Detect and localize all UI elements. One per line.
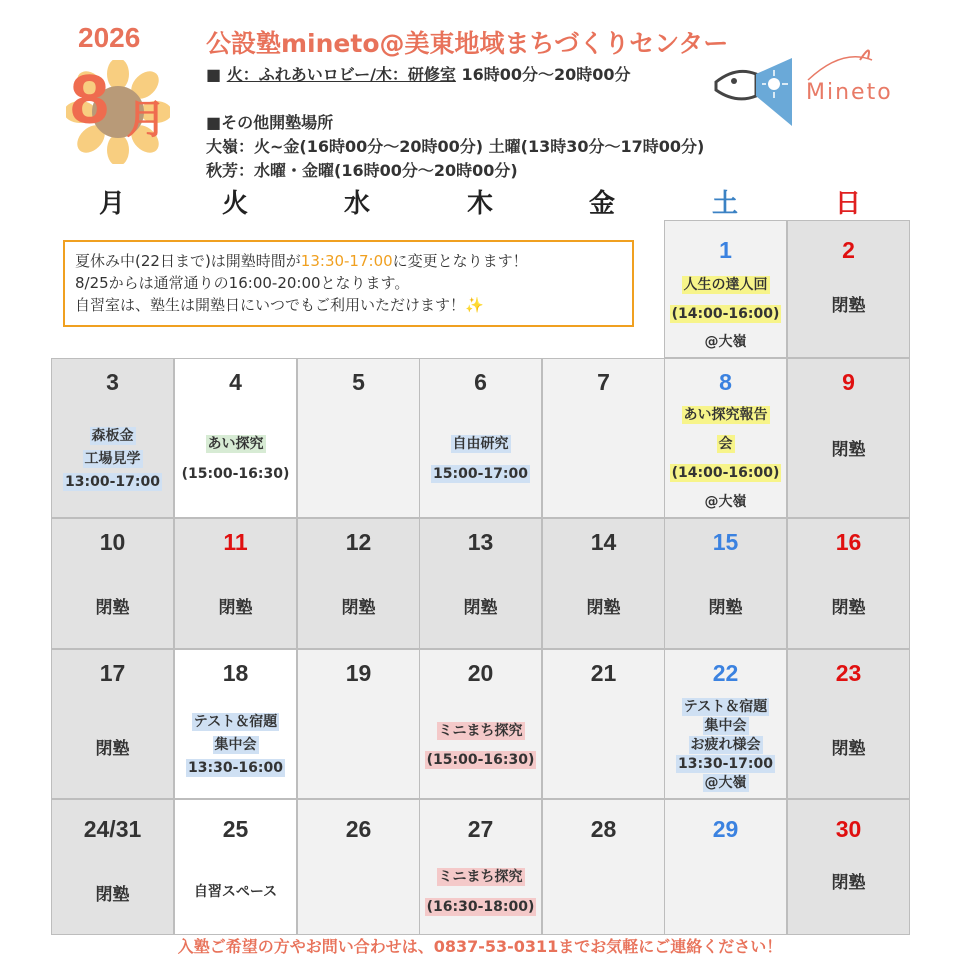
notice-box <box>63 240 634 327</box>
day-cell-30 <box>787 799 910 935</box>
main-locations: 火：ふれあいロビー/木：研修室 <box>226 65 456 84</box>
event-title: テスト＆宿題 <box>683 699 768 715</box>
closed-label: 閉塾 <box>341 598 376 618</box>
event-location: @大嶺 <box>704 775 747 791</box>
event-title: ミニまち探究 <box>438 723 523 739</box>
day-cell-6 <box>419 358 542 518</box>
event-title: 人生の達人回 <box>683 277 768 293</box>
event-subtitle: 集中会 <box>214 737 257 753</box>
closed-label: 閉塾 <box>95 739 130 759</box>
day-cell-21 <box>542 649 665 799</box>
closed-label: 閉塾 <box>831 296 866 316</box>
day-cell-20 <box>419 649 542 799</box>
day-cell-3 <box>51 358 174 518</box>
page-title: 公設塾mineto@美東地域まちづくりセンター <box>206 29 729 58</box>
month-suffix: 月 <box>126 97 166 143</box>
closed-label: 閉塾 <box>218 598 253 618</box>
closed-label: 閉塾 <box>831 739 866 759</box>
day-cell-14 <box>542 518 665 649</box>
day-cell-28 <box>542 799 665 935</box>
day-number: 20 <box>467 660 494 686</box>
day-number: 9 <box>842 369 855 395</box>
logo-text: Mineto <box>806 80 893 105</box>
event-time: 13:00-17:00 <box>65 474 160 490</box>
day-cell-24-31 <box>51 799 174 935</box>
weekday-tue: 火 <box>221 189 248 219</box>
event-subtitle: 集中会 <box>704 718 747 734</box>
year: 2026 <box>78 22 141 53</box>
other-location-omine: 大嶺：火~金(16時00分～20時00分) 土曜(13時30分～17時00分) <box>206 137 705 156</box>
day-cell-11 <box>174 518 297 649</box>
day-cell-15 <box>664 518 787 649</box>
day-number: 6 <box>474 369 487 395</box>
day-number: 1 <box>719 237 732 263</box>
event-title: 自由研究 <box>452 436 509 452</box>
event-time: (16:30-18:00) <box>426 899 535 915</box>
weekday-thu: 木 <box>466 189 493 219</box>
day-number: 4 <box>229 369 242 395</box>
day-number: 2 <box>842 237 855 263</box>
day-number: 27 <box>467 816 494 842</box>
contact-footer: 入塾ご希望の方やお問い合わせは、0837-53-0311までお気軽にご連絡ください！ <box>177 937 783 956</box>
weekday-sun: 日 <box>834 189 861 219</box>
day-cell-8 <box>664 358 787 518</box>
day-number: 17 <box>99 660 126 686</box>
day-number: 22 <box>712 660 739 686</box>
day-cell-5 <box>297 358 420 518</box>
weekday-fri: 金 <box>588 189 615 219</box>
event-time: 13:30-16:00 <box>188 760 283 776</box>
day-cell-22 <box>664 649 787 799</box>
event-location: @大嶺 <box>704 334 747 350</box>
day-cell-10 <box>51 518 174 649</box>
event-time: 15:00-17:00 <box>433 466 528 482</box>
event-time: (15:00-16:30) <box>181 466 290 482</box>
event-title: 自習スペース <box>193 884 278 900</box>
closed-label: 閉塾 <box>95 885 130 905</box>
notice-line1-c: に変更となります！ <box>392 252 528 270</box>
event-title: あい探究 <box>207 436 264 452</box>
main-hours: 16時00分～20時00分 <box>455 65 631 84</box>
event-time: 13:30-17:00 <box>678 756 773 772</box>
day-number: 29 <box>712 816 739 842</box>
day-cell-2 <box>787 220 910 358</box>
day-cell-27 <box>419 799 542 935</box>
day-number: 21 <box>590 660 617 686</box>
day-number: 5 <box>352 369 365 395</box>
notice-line1-a: 夏休み中(22日まで)は開塾時間が <box>75 252 301 270</box>
event-subtitle-2: お疲れ様会 <box>690 737 761 753</box>
day-cell-23 <box>787 649 910 799</box>
event-title: ミニまち探究 <box>438 869 523 885</box>
day-number: 8 <box>719 369 732 395</box>
day-number: 10 <box>99 529 126 555</box>
event-time: (15:00-16:30) <box>426 752 535 768</box>
weekday-sat: 土 <box>711 189 738 219</box>
event-title: 森板金 <box>91 428 134 444</box>
main-schedule-line <box>206 62 631 85</box>
day-number: 19 <box>345 660 372 686</box>
closed-label: 閉塾 <box>95 598 130 618</box>
event-subtitle: 工場見学 <box>84 451 141 467</box>
day-number: 26 <box>345 816 372 842</box>
event-title: テスト＆宿題 <box>193 714 278 730</box>
closed-label: 閉塾 <box>708 598 743 618</box>
day-number: 18 <box>222 660 249 686</box>
day-cell-18 <box>174 649 297 799</box>
closed-label: 閉塾 <box>463 598 498 618</box>
other-location-shuho: 秋芳：水曜・金曜(16時00分～20時00分) <box>206 161 518 180</box>
day-number: 13 <box>467 529 494 555</box>
weekday-mon: 月 <box>98 189 125 219</box>
day-cell-12 <box>297 518 420 649</box>
notice-line2: 8/25からは通常通りの16:00-20:00となります。 <box>75 274 410 292</box>
event-time: (14:00-16:00) <box>671 306 780 322</box>
day-cell-25 <box>174 799 297 935</box>
day-number: 12 <box>345 529 372 555</box>
month-number: 8 <box>70 60 109 138</box>
day-number: 15 <box>712 529 739 555</box>
notice-line3: 自習室は、塾生は開塾日にいつでもご利用いただけます！✨ <box>75 296 484 314</box>
day-number: 25 <box>222 816 249 842</box>
event-location: @大嶺 <box>704 494 747 510</box>
day-number: 7 <box>597 369 610 395</box>
day-cell-1 <box>664 220 787 358</box>
day-cell-4 <box>174 358 297 518</box>
day-number: 14 <box>590 529 617 555</box>
day-cell-7 <box>542 358 665 518</box>
day-cell-26 <box>297 799 420 935</box>
day-cell-29 <box>664 799 787 935</box>
day-cell-9 <box>787 358 910 518</box>
closed-label: 閉塾 <box>831 440 866 460</box>
day-number: 30 <box>835 816 862 842</box>
closed-label: 閉塾 <box>586 598 621 618</box>
day-cell-13 <box>419 518 542 649</box>
event-title-cont: 会 <box>718 436 733 452</box>
day-cell-16 <box>787 518 910 649</box>
day-number: 24/31 <box>83 816 142 842</box>
day-number: 28 <box>590 816 617 842</box>
other-locations-heading: ■その他開塾場所 <box>206 113 334 132</box>
day-cell-17 <box>51 649 174 799</box>
day-number: 16 <box>835 529 862 555</box>
weekday-wed: 水 <box>343 189 370 219</box>
square-mark: ■ <box>206 65 222 84</box>
day-number: 23 <box>835 660 862 686</box>
day-cell-19 <box>297 649 420 799</box>
day-number: 3 <box>106 369 119 395</box>
event-title: あい探究報告 <box>683 407 768 423</box>
closed-label: 閉塾 <box>831 598 866 618</box>
notice-hours: 13:30-17:00 <box>300 252 393 270</box>
event-time: (14:00-16:00) <box>671 465 780 481</box>
closed-label: 閉塾 <box>831 873 866 893</box>
day-number: 11 <box>223 529 248 555</box>
